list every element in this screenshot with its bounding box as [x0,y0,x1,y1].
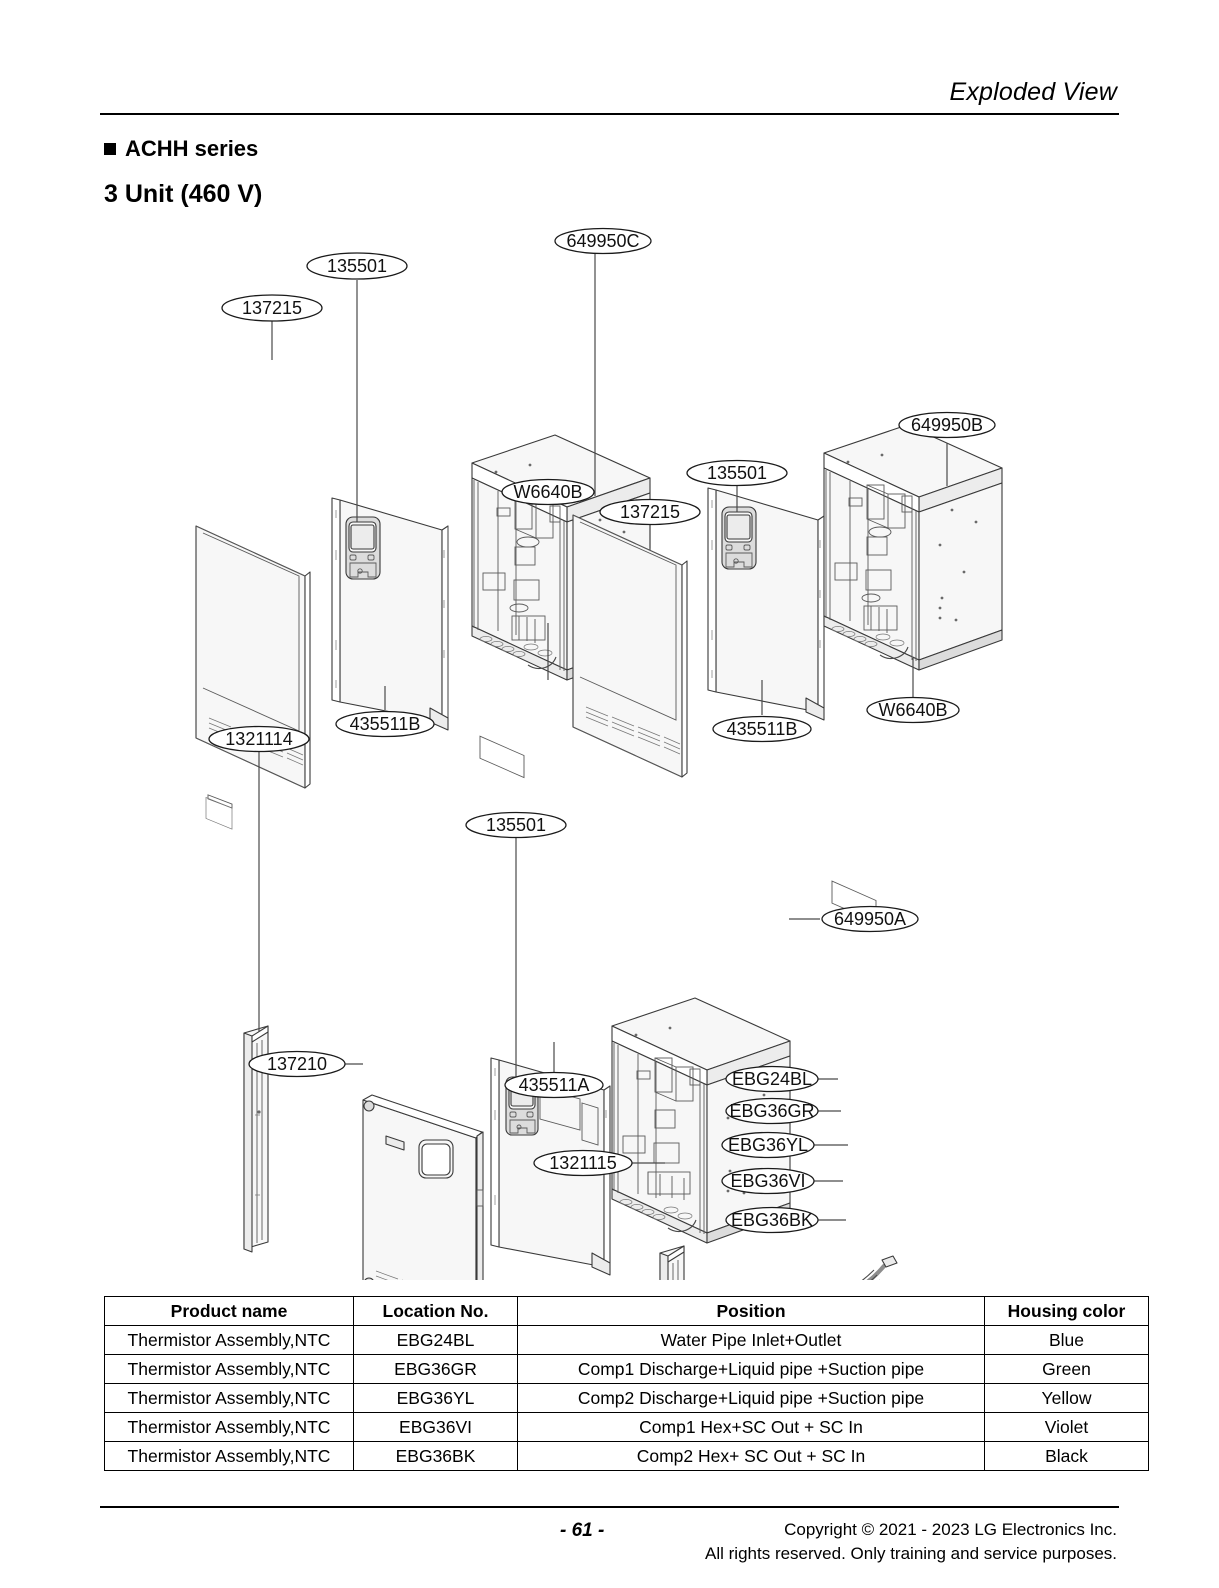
cell-housing-color: Violet [985,1413,1149,1442]
harness-EBG24BL [833,1256,897,1280]
callout-137215 [222,295,322,360]
cell-product-name: Thermistor Assembly,NTC [105,1442,354,1471]
callout-label: 137210 [266,1053,328,1074]
bullet-square-icon [104,143,116,155]
callout-EBG36GR [726,1099,841,1124]
cell-position: Comp2 Hex+ SC Out + SC In [518,1442,985,1471]
cell-position: Comp2 Discharge+Liquid pipe +Suction pipe [518,1384,985,1413]
cell-location-no: EBG36YL [354,1384,518,1413]
callout-135501 [307,253,407,522]
callout-label: 435511A [518,1074,590,1095]
table-header-location-no: Location No. [354,1297,518,1326]
callout-label: 649950C [566,230,640,251]
cell-product-name: Thermistor Assembly,NTC [105,1355,354,1384]
part-bracket-1321115 [660,1246,684,1280]
callout-135501-2 [687,461,787,513]
callout-label: EBG24BL [731,1068,813,1089]
part-display-135501-2 [722,507,756,569]
callout-label: EBG36GR [729,1100,815,1121]
callout-W6640B-2 [867,658,959,723]
copyright-block [705,1518,1117,1566]
callout-649950A [789,907,918,932]
table-header-housing-color: Housing color [985,1297,1149,1326]
table-row [105,1326,1149,1355]
callout-label: 1321114 [225,728,293,749]
cell-location-no: EBG36BK [354,1442,518,1471]
table-header-product-name: Product name [105,1297,354,1326]
table-header-row [105,1297,1149,1326]
table-row [105,1442,1149,1471]
cell-housing-color: Blue [985,1326,1149,1355]
copyright-line-2: All rights reserved. Only training and service purposes. [705,1544,1117,1563]
page-header-title: Exploded View [949,78,1117,106]
callout-label: 135501 [326,255,388,276]
unit-heading: 3 Unit (460 V) [104,180,263,208]
part-panel-137215-2 [573,515,687,777]
header-divider [100,113,1119,115]
footer-divider [100,1506,1119,1508]
callout-label: EBG36BK [730,1209,814,1230]
exploded-view-diagram [0,210,1219,1280]
part-door-435511B-2 [708,488,824,720]
table-header-position: Position [518,1297,985,1326]
cell-position: Water Pipe Inlet+Outlet [518,1326,985,1355]
cell-location-no: EBG36VI [354,1413,518,1442]
table-row [105,1413,1149,1442]
callout-label: 137215 [241,297,303,318]
callout-label: EBG36VI [730,1170,806,1191]
callout-label: 135501 [485,814,547,835]
callout-label: 435511B [726,718,798,739]
part-thermistor-harnesses [833,1256,907,1280]
cell-housing-color: Yellow [985,1384,1149,1413]
cell-product-name: Thermistor Assembly,NTC [105,1413,354,1442]
callout-label: EBG36YL [727,1134,809,1155]
callout-label: W6640B [878,699,948,720]
cell-position: Comp1 Discharge+Liquid pipe +Suction pipe [518,1355,985,1384]
cell-location-no: EBG24BL [354,1326,518,1355]
callout-EBG36VI [722,1169,843,1194]
cell-product-name: Thermistor Assembly,NTC [105,1326,354,1355]
callout-label: W6640B [513,481,583,502]
cell-product-name: Thermistor Assembly,NTC [105,1384,354,1413]
part-door-435511B [332,498,448,730]
callout-label: 1321115 [549,1152,617,1173]
table-row [105,1355,1149,1384]
cell-housing-color: Green [985,1355,1149,1384]
table-row [105,1384,1149,1413]
callout-135501-3 [466,813,566,1083]
callout-EBG24BL [726,1067,838,1092]
callout-EBG36BK [726,1208,846,1233]
copyright-line-1: Copyright © 2021 - 2023 LG Electronics Inc. [784,1520,1117,1539]
callout-label: 649950B [910,414,984,435]
parts-table [104,1296,1149,1471]
callout-137210 [249,1052,363,1077]
part-door-137210 [363,1095,483,1280]
callout-label: 435511B [349,713,421,734]
callout-EBG36YL [722,1133,848,1158]
part-panel-137215 [196,526,310,829]
cell-location-no: EBG36GR [354,1355,518,1384]
cell-position: Comp1 Hex+SC Out + SC In [518,1413,985,1442]
part-display-135501 [346,517,380,579]
series-heading-label: ACHH series [125,136,259,161]
callout-label: 137215 [619,501,681,522]
cell-housing-color: Black [985,1442,1149,1471]
page-number: - 61 - [560,1520,605,1541]
callout-label: 649950A [833,908,907,929]
callout-label: 135501 [706,462,768,483]
series-heading [104,136,258,162]
